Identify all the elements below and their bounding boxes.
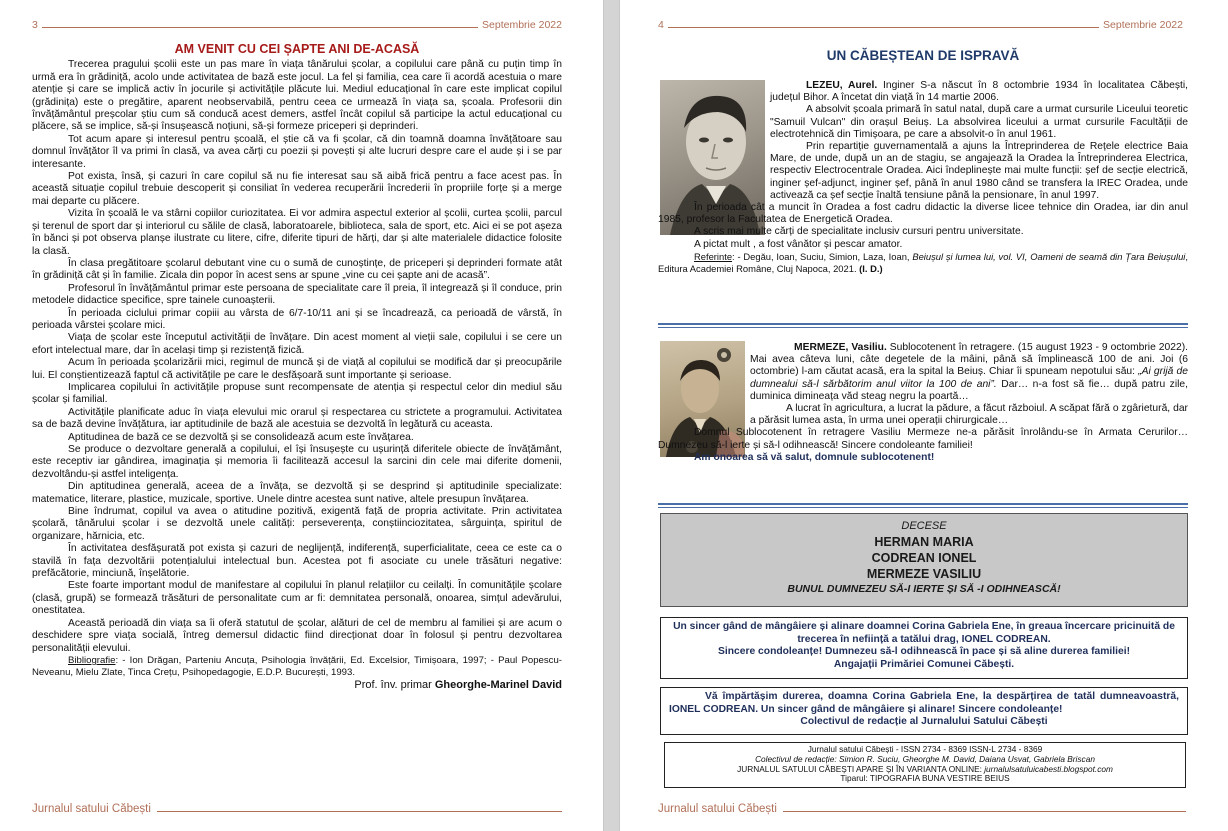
- paragraph: Acum în perioada școlarizării mici, regimul de muncă și de viață al copilului se modifică dar și preocupările lui. El conștientizează faptul că activitățile pe care le desfășoară sunt importante și serioase.: [32, 357, 562, 381]
- imprint-issn: Jurnalul satului Căbești - ISSN 2734 - 8369 ISSN-L 2734 - 8369: [807, 744, 1043, 754]
- bio-intro: LEZEU, Aurel. Inginer S-a născut în 8 octombrie 1934 în localitatea Căbești, județul Bihor. A încetat din viață în 14 martie 2006.: [770, 80, 1188, 104]
- condolence-message-1: [660, 617, 1188, 679]
- page-header: [658, 19, 1183, 31]
- obituary-heading: DECESE: [901, 520, 947, 532]
- paragraph: Din aptitudinea generală, aceea de a învăța, se dezvoltă și se desprind și aptitudinile specializate: matematice, literare, plastice, muzicale, sportive. Unele dintre acestea sunt native, altele presupun învățarea.: [32, 481, 562, 505]
- paragraph: Este foarte important modul de manifestare al copilului în planul relațiilor cu ceilalți. În comunitățile școlare (clasă, grupă) se formează trăsături de personalitate cum ar fi: demnitatea personală, onoarea, simțul adevărului, onestitatea.: [32, 580, 562, 617]
- paragraph: Tot acum apare și interesul pentru școală, el știe că va fi școlar, că din toamnă doamna învățătoare sau domnul învățător îl va primi în clasă, va avea cărți cu poezii și povești și alte lucruri despre care el aude și i se par interesante.: [32, 133, 562, 170]
- signature: [32, 679, 562, 691]
- paragraph: Domnul Sublocotenent în retragere Vasiliu Mermeze ne-a părăsit înrolându-se în Armata Cerurilor… Dumnezeu să-l ierte și să-l odihnească! Sincere condoleante familiei!: [658, 427, 1188, 451]
- footer-rule: [157, 811, 562, 812]
- header-rule: [42, 27, 478, 28]
- page-footer: [32, 803, 562, 815]
- footer-title: Jurnalul satului Căbești: [32, 803, 151, 815]
- paragraph: Implicarea copilului în activitățile propuse sunt recompensate de atenția și respectul celor din mediul său școlar și familial.: [32, 381, 562, 406]
- bio-lezeu: [658, 80, 1188, 275]
- paragraph: Se produce o dezvoltare generală a copilului, el își însușește cu ușurință diferitele obiecte de învățământ, este receptiv iar gândirea, imaginația și memoria îi facilitează accesul la sarcini din cele mai diferite domenii, dezvoltându-și astfel inteligența.: [32, 444, 562, 480]
- paragraph: Pot exista, însă, și cazuri în care copilul să nu fie interesat sau să aibă frică pentru a face acest pas. În această situație copilul trebuie descoperit și consiliat în vederea recuperării încrederii în propriile forțe și a merge mai departe cu plăcere.: [32, 171, 562, 207]
- footer-rule: [783, 811, 1186, 812]
- paragraph: A scris mai multe cărți de specialitate inclusiv cursuri pentru universitate.: [694, 226, 1024, 238]
- page-footer: [658, 803, 1186, 815]
- references: Referinte: - Degău, Ioan, Suciu, Simion, Laza, Ioan, Beiușul și lumea lui, vol. VI, Oameni de seamă din Țara Beiușului, Editura Academiei Române, Cluj Napoca, 2021. (I. D.): [658, 250, 1189, 275]
- footer-title: Jurnalul satului Căbești: [658, 803, 777, 815]
- person-name: MERMEZE, Vasiliu.: [794, 342, 887, 353]
- header-date: Septembrie 2022: [482, 19, 562, 31]
- references-label: Referinte: [694, 250, 733, 262]
- section-divider: [658, 323, 1188, 328]
- author-initials: (I. D.): [859, 263, 883, 275]
- page-4: [620, 0, 1228, 831]
- signature-name: Gheorghe-Marinel David: [434, 678, 562, 691]
- paragraph: În perioada cât a muncit în Oradea a fost cadru didactic la diverse licee tehnice din Oradea, iar din anul 1985, profesor la Facultatea de Energetică Oradea.: [658, 202, 1188, 226]
- closing-salute: Am onoarea să vă salut, domnule sublocotenent!: [694, 451, 935, 463]
- header-date: Septembrie 2022: [1103, 19, 1183, 31]
- paragraph: În clasa pregătitoare școlarul debutant vine cu o sumă de cunoștințe, de priceperi și deprinderi formate atât în grădiniță cât și în familie. Zicala din popor în acest sens ar spune „vine cu cei șapte ani de acasă”.: [32, 257, 562, 282]
- bibliography-label: Bibliografie: [68, 654, 116, 666]
- condolence-text: Un sincer gând de mângâiere și alinare doamnei Corina Gabriela Ene, în greaua încercare pricinuită de trecerea în neființă a tatălui drag, IONEL CODREAN.: [673, 621, 1175, 645]
- obituary-blessing: BUNUL DUMNEZEU SĂ-I IERTE ȘI SĂ -I ODIHNEASCĂ!: [787, 583, 1061, 595]
- paragraph: Prin repartiție guvernamentală a ajuns la Întreprinderea de Rețele electrice Baia Mare, de unde, după un an de stagiu, se angajează la Oradea la Întreprinderea Electrica, respectiv Electrocentrale Oradea. Aici îndeplinește mai multe funcții: șef de secție electrică, inginer șef-adjunct, inginer șef, până în anul 1980 când se transfera la IREC Oradea, unde activează ca șef secție înaltă tensiune până la pensionare, în anul 1997.: [770, 141, 1188, 201]
- condolence-text: Vă împărtășim durerea, doamna Corina Gabriela Ene, la despărțirea de tatăl dumneavoastră, IONEL CODREAN. Un sincer gând de mângâiere și alinare! Sincere condoleanțe!: [669, 691, 1179, 715]
- imprint-editors: Colectivul de redacție: Simion R. Suciu, Gheorghe M. David, Daiana Usvat, Gabriela Briscan: [755, 753, 1095, 764]
- condolence-message-2: [660, 687, 1188, 735]
- bio-intro: MERMEZE, Vasiliu. Sublocotenent în retragere. (15 august 1923 - 9 octombrie 2022). Mai avea câteva luni, câte degetele de la mâini, până să împlinească 100 de ani. Joi (6 octombrie) l-am căutat acasă, era la spital la Beiuș. Chiar îi spuneam nepotului său: „Ai grijă de dumnealui să-l sărbătorim anul viitor la 100 de ani”. Dar… n-a fost să fie… după patru zile, duminica dimineața văd steag negru la poartă…: [750, 342, 1188, 402]
- signature-prefix: Prof. înv. primar: [354, 678, 435, 691]
- paragraph: În activitatea desfășurată pot exista și cazuri de neglijență, indiferență, superficialitate, ceea ce este ca o stavilă în fața dezvoltării potențialului intelectual bun. Acestea pot fi asociate cu unele trăsături negative: prefăcătorie, minciună, înșelătorie.: [32, 543, 562, 580]
- article-school: [32, 43, 562, 691]
- person-name: LEZEU, Aurel.: [806, 80, 878, 91]
- bibliography-text: : - Ion Drăgan, Parteniu Ancuța, Psihologia învățării, Ed. Excelsior, Timișoara, 1997; - Paul Popescu-Neveanu, Mielu Zlate, Tinca Crețu, Psihopedagogie, E.D.P. București, 1993.: [32, 654, 562, 678]
- header-rule: [668, 27, 1099, 28]
- page-number: 3: [32, 19, 38, 31]
- page-gutter: [603, 0, 620, 831]
- paragraph: Această perioadă din viața sa îi oferă statutul de școlar, alături de cel de membru al familiei și are acum o deschidere spre viața socială, întreg demersul didactic fiind direcționat doar în folosul și pentru dezvoltarea personalității elevului.: [32, 617, 562, 654]
- deceased-name: CODREAN IONEL: [871, 551, 977, 565]
- page-number: 4: [658, 19, 664, 31]
- bio-mermeze: [658, 342, 1188, 464]
- imprint-online: JURNALUL SATULUI CĂBEȘTI APARE ȘI ÎN VARIANTA ONLINE: jurnalulsatuluicabesti.blogspot.com: [737, 763, 1113, 774]
- page-header: [32, 19, 562, 31]
- paragraph: A absolvit școala primară în satul natal, după care a urmat cursurile Liceului teoretic "Samuil Vulcan" din orașul Beiuș. La absolvirea liceului a urmat cursurile Facultății de electrotehnică din Timișoara, pe care a absolvit-o în anul 1961.: [770, 104, 1188, 140]
- paragraph: Profesorul în învățământul primar este persoana de specialitate care îl preia, îl integrează și îl conduce, prin metodele didactice specifice, spre tainele cunoașterii.: [32, 282, 562, 307]
- imprint-box: [664, 742, 1186, 788]
- deceased-name: HERMAN MARIA: [874, 535, 974, 549]
- quote: „Ai grijă de dumnealui să-l sărbătorim anul viitor la 100 de ani”.: [750, 366, 1188, 390]
- imprint-url: jurnalulsatuluicabesti.blogspot.com: [984, 763, 1113, 774]
- section-title: UN CĂBEȘTEAN DE ISPRAVĂ: [826, 48, 1020, 63]
- obituary-box: [660, 513, 1188, 607]
- paragraph: Activitățile planificate aduc în viața elevului mic orarul și respectarea cu strictete a programului. Activitatea sa de bază devine învățătura, iar aptitudinile de bază ale acestuia se dezvoltă în legătură cu aceasta.: [32, 406, 562, 431]
- paragraph: Aptitudinea de bază ce se dezvoltă și se consolidează acum este învățarea.: [68, 431, 414, 443]
- condolence-signature: Angajații Primăriei Comunei Căbești.: [833, 658, 1015, 670]
- paragraph: Bine îndrumat, copilul va avea o atitudine pozitivă, exigentă față de propria activitate. Prin activitatea școlară, tânărului școlar i se dezvoltă unele calități: perseverența, conștiinciozitatea, sârguința, spiritul de organizare, hărnicia, etc.: [32, 506, 562, 542]
- bibliography: [32, 655, 562, 679]
- paragraph: Viața de școlar este începutul activității de învățare. Din acest moment al vieții sale, copilului i se cere un efort intelectual mare, dar în același timp și rezistență fizică.: [32, 332, 562, 356]
- imprint-printer: Tiparul: TIPOGRAFIA BUNA VESTIRE BEIUS: [840, 773, 1010, 784]
- section-divider: [658, 503, 1188, 508]
- condolence-text: Sincere condoleanțe! Dumnezeu să-l odihnească în pace și să aline durerea familiei!: [717, 646, 1131, 658]
- deceased-name: MERMEZE VASILIU: [866, 567, 982, 581]
- article-title: AM VENIT CU CEI ȘAPTE ANI DE-ACASĂ: [174, 42, 420, 56]
- paragraph: A lucrat în agricultura, a lucrat la pădure, a făcut războiul. A scăpat fără o zgârietură, dar a părăsit lumea asta, în urma unei operații chirurgicale…: [750, 403, 1188, 427]
- page-3: [0, 0, 603, 831]
- paragraph: Vizita în școală le va stârni copiilor curiozitatea. Ei vor admira aspectul exterior al școlii, curtea școlii, parcul și terenul de sport dar și interiorul cu sălile de clasă, laboratoarele, biblioteca, sala de sport, etc. Aici ei se pot așeza în bănci și pot observa planșe ilustrate cu litere, cifre, diferite tipuri de hărți, dar și alte materialele didactice folosite la clasă.: [32, 208, 562, 257]
- condolence-signature: Colectivul de redacție al Jurnalului Satului Căbești: [800, 716, 1048, 728]
- paragraph: În perioada ciclului primar copiii au vârsta de 6/7-10/11 ani și se încadrează, ca perioadă de vârstă, în perioada vârstei școlare mici.: [32, 307, 562, 331]
- paragraph: Trecerea pragului școlii este un pas mare în viața tânărului școlar, a copilului care până cu puțin timp în urmă era în grădiniță, acolo unde activitatea de bază este jocul. La fel și familia, cea care îi acordă acestuia o mare atenție și care se implică activ în jocurile și activitățile plăcute lui. Mediul educațional în care este implicat copilul (grădinița) este o pregătire, aparent neobservabilă, pentru ceea ce urmează în viața sa, școala. Profesorii din învățământul preșcolar știu cum să conducă acest demers, astfel încât copilul să participe la actul educațional cu plăcere, să se implice, să-și însușească noțiuni, să-și formeze priceperi și deprinderi.: [32, 59, 562, 133]
- paragraph: A pictat mult , a fost vânător și pescar amator.: [694, 238, 903, 250]
